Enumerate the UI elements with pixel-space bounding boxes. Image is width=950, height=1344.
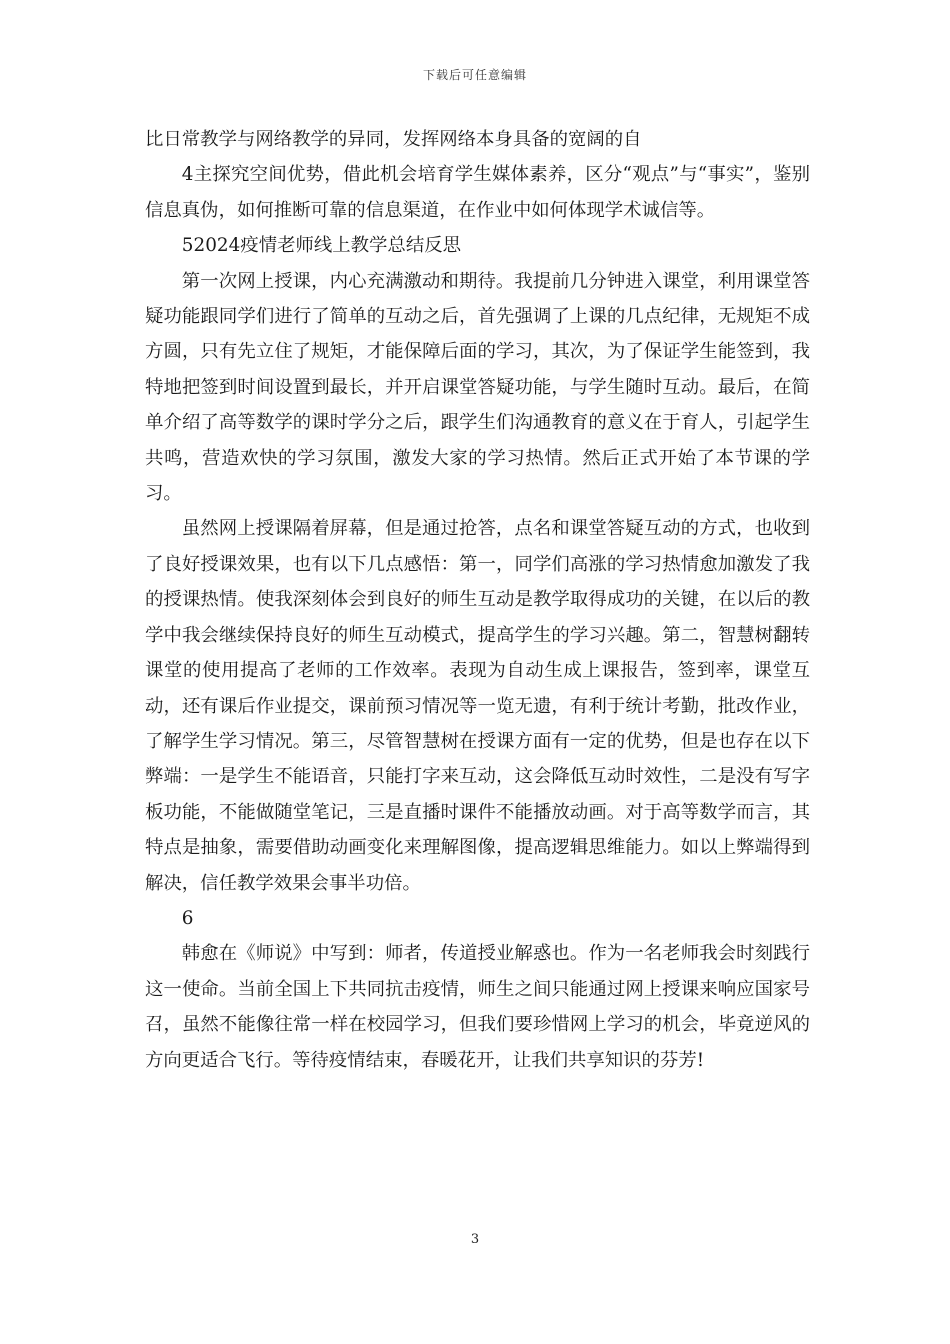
paragraph-media-literacy: 4主探究空间优势，借此机会培育学生媒体素养，区分“观点”与“事实”，鉴别信息真伪，如何推断可靠的信息渠道，在作业中如何体现学术诚信等。 xyxy=(145,164,810,221)
paragraph-reflections: 虽然网上授课隔着屏幕，但是通过抢答，点名和课堂答疑互动的方式，也收到了良好授课效果，也有以下几点感悟：第一，同学们高涨的学习热情愈加激发了我的授课热情。使我深刻体会到良好的师生互动是教学取得成功的关键，在以后的教学中我会继续保持良好的师生互动模式，提高学生的学习兴趣。第二，智慧树翻转课堂的使用提高了老师的工作效率。表现为自动生成上课报告，签到率，课堂互动，还有课后作业提交，课前预习情况等一览无遗，有利于统计考勤，批改作业，了解学生学习情况。第三，尽管智慧树在授课方面有一定的优势，但是也存在以下弊端：一是学生不能语音，只能打字来互动，这会降低互动时效性，二是没有写字板功能，不能做随堂笔记，三是直播时课件不能播放动画。对于高等数学而言，其特点是抽象，需要借助动画变化来理解图像，提高逻辑思维能力。如以上弊端得到解决，信任教学效果会事半功倍。 xyxy=(145,518,810,894)
section-number: 6 xyxy=(181,907,194,929)
document-body xyxy=(145,122,810,1078)
page-header: 下载后可任意编辑 xyxy=(422,68,527,82)
paragraph-continuation: 比日常教学与网络教学的异同，发挥网络本身具备的宽阔的自 xyxy=(145,129,642,150)
paragraph-conclusion: 韩愈在《师说》中写到：师者，传道授业解惑也。作为一名老师我会时刻践行这一使命。当前全国上下共同抗击疫情，师生之间只能通过网上授课来响应国家号召，虽然不能像往常一样在校园学习，但我们要珍惜网上学习的机会，毕竟逆风的方向更适合飞行。等待疫情结束，春暖花开，让我们共享知识的芬芳! xyxy=(145,943,810,1071)
paragraph-first-class: 第一次网上授课，内心充满激动和期待。我提前几分钟进入课堂，利用课堂答疑功能跟同学们进行了简单的互动之后，首先强调了上课的几点纪律，无规矩不成方圆，只有先立住了规矩，才能保障后面的学习，其次，为了保证学生能签到，我特地把签到时间设置到最长，并开启课堂答疑功能，与学生随时互动。最后，在简单介绍了高等数学的课时学分之后，跟学生们沟通教育的意义在于育人，引起学生共鸣，营造欢快的学习氛围，激发大家的学习热情。然后正式开始了本节课的学习。 xyxy=(145,270,810,505)
page-number: 3 xyxy=(470,1232,480,1247)
section-heading: 52024疫情老师线上教学总结反思 xyxy=(181,235,461,257)
